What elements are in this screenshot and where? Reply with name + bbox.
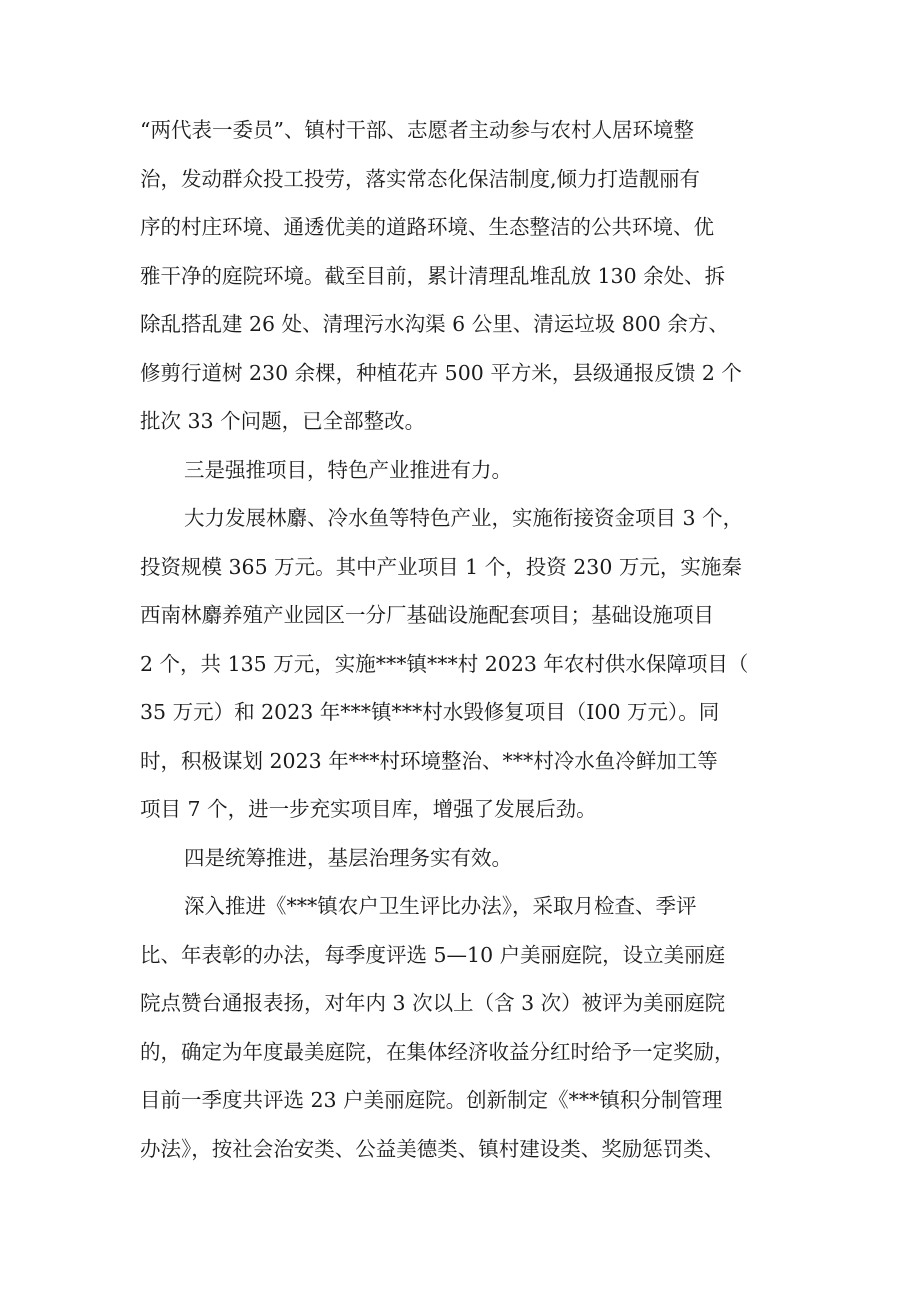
text-line: 比、年表彰的办法，每季度评选 5—10 户美丽庭院，设立美丽庭	[140, 942, 726, 967]
text-line: 序的村庄环境、通透优美的道路环境、生态整洁的公共环境、优	[140, 215, 714, 239]
text-line: 大力发展林麝、冷水鱼等特色产业，实施衔接资金项目 3 个，	[184, 506, 744, 530]
text-line: 院点赞台通报表扬，对年内 3 次以上（含 3 次）被评为美丽庭院	[140, 991, 726, 1015]
text-line: 批次 33 个问题，已全部整改。	[140, 409, 426, 433]
text-line: 投资规模 365 万元。其中产业项目 1 个，投资 230 万元，实施秦	[140, 554, 742, 579]
text-line: 时，积极谋划 2023 年***村环境整治、***村冷水鱼冷鲜加工等	[140, 748, 718, 773]
text-line: 办法》，按社会治安类、公益美德类、镇村建设类、奖励惩罚类、	[140, 1136, 725, 1161]
text-line: 项目 7 个，进一步充实项目库，增强了发展后劲。	[140, 797, 597, 821]
text-line: 治，发动群众投工投劳，落实常态化保洁制度,倾力打造靓丽有	[140, 166, 701, 191]
text-line: 除乱搭乱建 26 处、清理污水沟渠 6 公里、清运垃圾 800 余方、	[140, 312, 729, 336]
text-line: 雅干净的庭院环境。截至目前，累计清理乱堆乱放 130 余处、拆	[140, 263, 726, 288]
section-heading: 四是统筹推进，基层治理务实有效。	[184, 845, 512, 870]
text-line: 西南林麝养殖产业园区一分厂基础设施配套项目；基础设施项目	[140, 603, 714, 627]
text-line: 修剪行道树 230 余棵，种植花卉 500 平方米，县级通报反馈 2 个	[140, 360, 742, 385]
body-text	[140, 106, 780, 1173]
text-line: 目前一季度共评选 23 户美丽庭院。创新制定《***镇积分制管理	[140, 1088, 723, 1112]
section-heading: 三是强推项目，特色产业推进有力。	[184, 457, 512, 482]
text-line: 35 万元）和 2023 年***镇***村水毁修复项目（I00 万元）。同	[140, 700, 720, 724]
text-line: “两代表一委员”、镇村干部、志愿者主动参与农村人居环境整	[140, 118, 694, 142]
text-line: 深入推进《***镇农户卫生评比办法》，采取月检查、季评	[184, 894, 697, 918]
text-line: 2 个，共 135 万元，实施***镇***村 2023 年农村供水保障项目（	[140, 651, 749, 676]
text-line: 的，确定为年度最美庭院，在集体经济收益分红时给予一定奖励，	[140, 1039, 735, 1064]
